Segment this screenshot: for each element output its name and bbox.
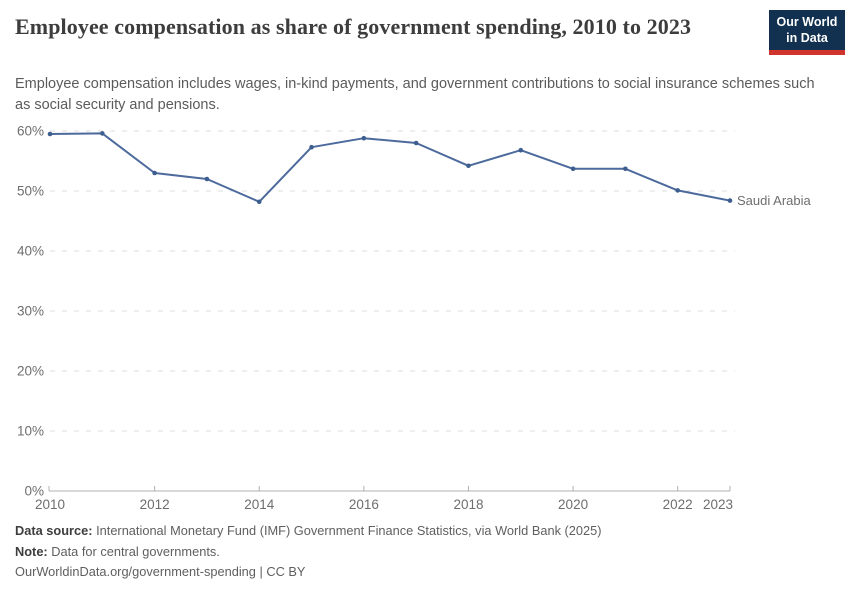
chart-area [0,118,850,515]
owid-logo-line1: Our World [776,15,838,29]
line-chart [0,118,850,515]
chart-subtitle: Employee compensation includes wages, in-kind payments, and government contributions to social insurance schemes such as social security and pensions. [15,76,815,114]
data-source-text: International Monetary Fund (IMF) Government Finance Statistics, via World Bank (2025) [92,523,602,538]
series-label: Saudi Arabia [737,193,811,209]
series-line [50,133,730,201]
y-axis-label: 40% [16,243,44,259]
data-point [362,136,367,141]
data-point [205,177,210,182]
data-point [257,200,262,205]
data-source-label: Data source: [15,523,93,538]
x-axis-label: 2014 [244,497,275,512]
data-point [100,131,105,136]
data-point [728,198,733,203]
x-axis-label: 2016 [348,497,379,512]
chart-title: Employee compensation as share of government spending, 2010 to 2023 [15,14,692,39]
note-label: Note: [15,543,48,559]
data-point [48,132,53,137]
data-point [466,164,471,169]
data-point [309,145,314,150]
data-source-line [15,521,837,542]
y-axis-label: 60% [16,123,44,139]
y-axis-label: 0% [24,483,44,499]
x-axis-label: 2012 [139,497,170,512]
data-point [571,167,576,172]
owid-logo [769,10,845,55]
y-axis-label: 10% [16,423,44,439]
data-point [152,171,157,176]
x-axis-label: 2018 [453,497,484,512]
y-axis-label: 30% [16,303,44,319]
x-axis-label: 2020 [558,497,589,512]
note-line [15,542,837,563]
data-point [675,188,680,193]
data-point [414,141,419,146]
x-axis-label: 2023 [702,497,733,512]
x-axis-label: 2010 [34,497,66,512]
x-axis-label: 2022 [662,497,693,512]
owid-logo-line2: in Data [786,30,828,45]
data-point [518,148,523,153]
chart-footer [15,521,837,583]
y-axis-label: 20% [16,363,44,379]
note-text: Data for central governments. [47,543,220,559]
license-line: OurWorldinData.org/government-spending | CC BY [15,564,306,579]
data-point [623,167,628,172]
y-axis-label: 50% [16,183,44,199]
